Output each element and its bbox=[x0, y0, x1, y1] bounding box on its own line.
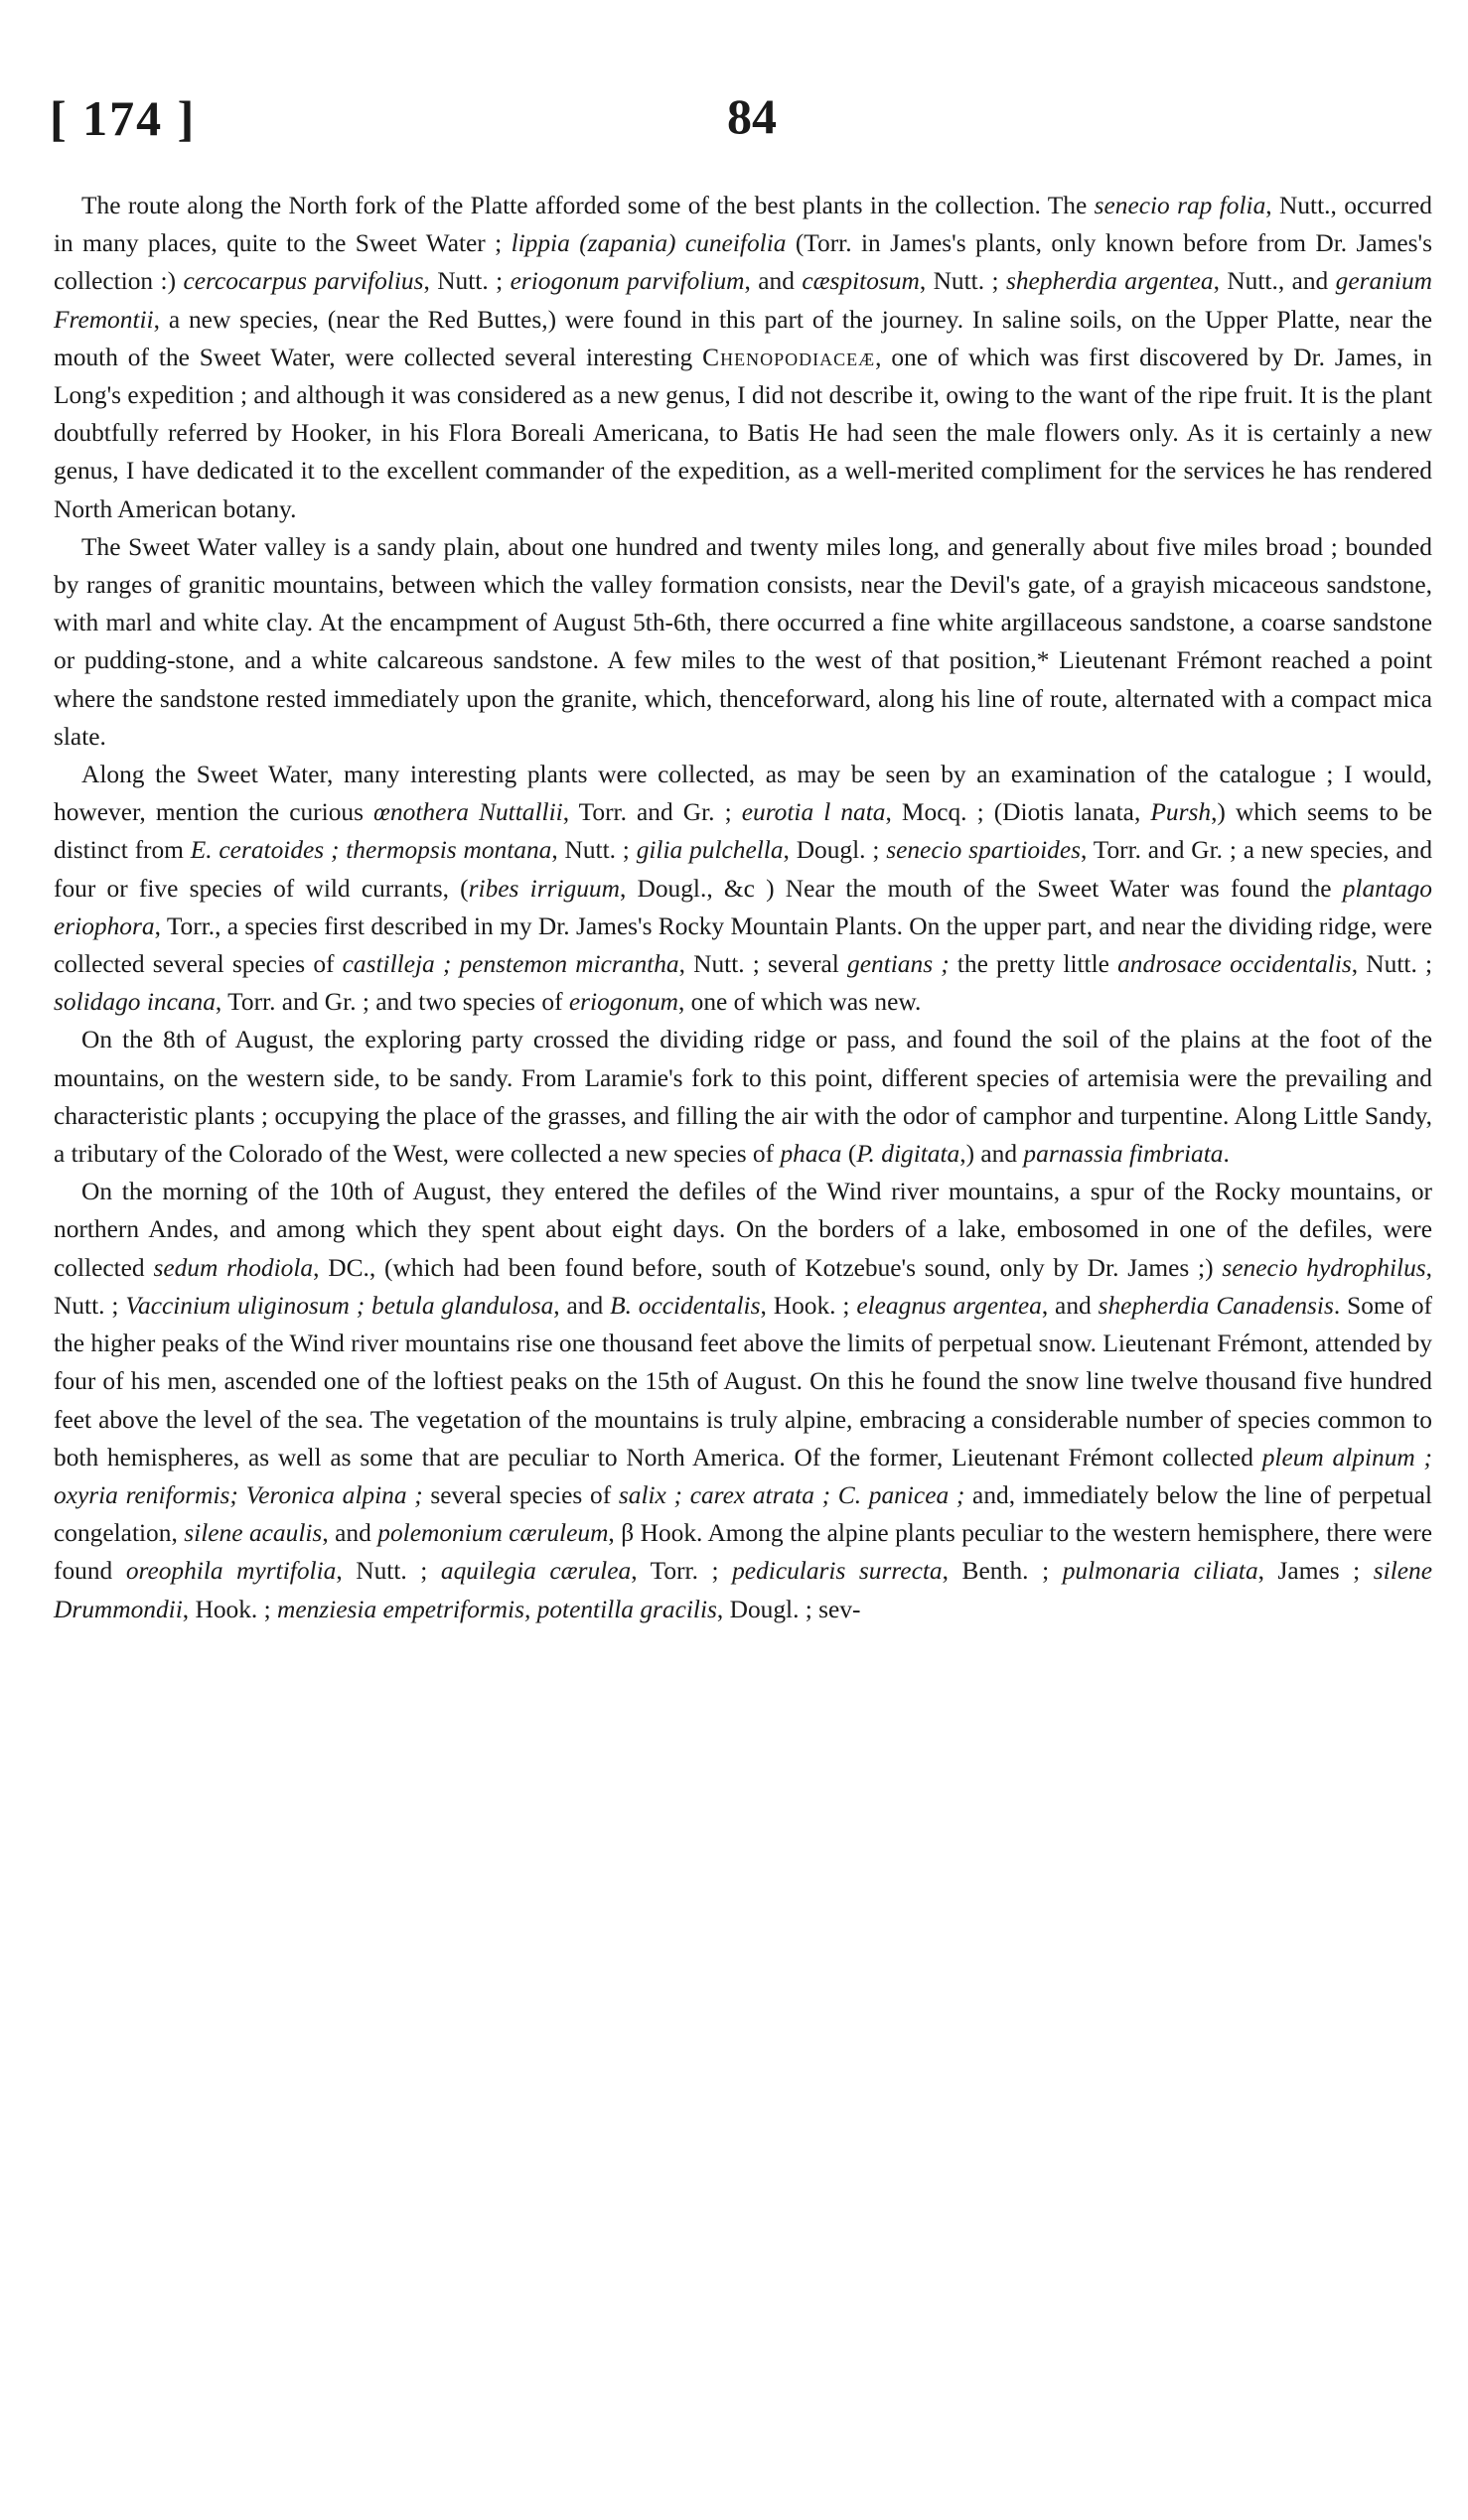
italic-text: silene acaulis bbox=[184, 1519, 323, 1548]
text-run: , Torr. and Gr. ; and two species of bbox=[215, 988, 569, 1017]
text-run: and, immediately below the line of perpetual congelation, bbox=[54, 1480, 1432, 1548]
text-run: , DC., (which had been found before, south of Kotzebue's sound, only by Dr. James ;) bbox=[313, 1253, 1223, 1282]
italic-text: geranium Fremontii bbox=[54, 267, 1432, 334]
text-run: several species of bbox=[422, 1480, 619, 1509]
italic-text: Pursh bbox=[1150, 798, 1212, 827]
italic-text: androsace occidentalis bbox=[1117, 950, 1352, 979]
italic-text: phaca bbox=[780, 1140, 842, 1169]
text-run: . Some of the higher peaks of the Wind river mountains rise one thousand feet above the limits of perpetual snow. Lieutenant Frémont, attended by four of his men, ascended one of the loftiest peaks on the 15th of August. On this he found the snow line twelve thousand five hundred feet above the level of the sea. The vegetation of the mountains is truly alpine, embracing a considerable number of species common to both hemispheres, as well as some that are peculiar to North America. Of the former, Lieutenant Frémont collected bbox=[54, 1291, 1432, 1471]
italic-text: B. occidentalis bbox=[610, 1291, 761, 1320]
italic-text: P. digitata bbox=[856, 1140, 960, 1169]
italic-text: sedum rhodiola bbox=[153, 1253, 314, 1282]
text-run: On the 8th of August, the exploring party crossed the dividing ridge or pass, and found the soil of the plains at the foot of the mountains, on the western side, to be sandy. From Laramie's fork to this point, different species of artemisia were the prevailing and characteristic plants ; occupying the place of the grasses, and filling the air with the odor of camphor and turpentine. Along Little Sandy, a tributary of the Colorado of the West, were collected a new species of bbox=[54, 1026, 1432, 1169]
paragraph bbox=[54, 1173, 1432, 1627]
text-run: , Nutt., occurred in many places, quite to the Sweet Water ; bbox=[54, 192, 1432, 258]
italic-text: cæspitosum bbox=[802, 267, 920, 296]
text-run: , James ; bbox=[1257, 1557, 1374, 1586]
italic-text: eriogonum parvifolium bbox=[510, 267, 745, 296]
text-run: , Benth. ; bbox=[942, 1557, 1063, 1586]
italic-text: silene Drummondii bbox=[54, 1557, 1433, 1623]
text-run: The route along the North fork of the Platte afforded some of the best plants in the collection. The bbox=[81, 192, 1095, 219]
italic-text: castilleja ; penstemon micrantha bbox=[342, 950, 679, 979]
paragraph bbox=[54, 187, 1432, 528]
text-run: (Torr. in James's plants, only known before from Dr. James's collection :) bbox=[54, 229, 1432, 296]
italic-text: shepherdia argentea bbox=[1005, 267, 1214, 296]
text-run: , one of which was new. bbox=[677, 988, 922, 1017]
text-run: , Dougl. ; bbox=[783, 836, 887, 865]
text-run: , and bbox=[744, 267, 803, 296]
italic-text: lippia (zapania) cuneifolia bbox=[511, 229, 787, 258]
text-run: , Torr. and Gr. ; bbox=[562, 798, 742, 827]
page-number: 84 bbox=[727, 88, 777, 144]
italic-text: solidago incana bbox=[54, 988, 216, 1017]
paragraph bbox=[54, 528, 1432, 756]
text-run: , Dougl., &c ) Near the mouth of the Sweet Water was found the bbox=[619, 874, 1343, 903]
text-run: , Nutt. ; bbox=[1351, 950, 1432, 979]
italic-text: parnassia fimbriata bbox=[1023, 1140, 1224, 1169]
text-run: , Dougl. ; sev- bbox=[716, 1595, 861, 1623]
italic-text: eleagnus argentea bbox=[856, 1291, 1042, 1320]
italic-text: eriogonum bbox=[568, 988, 678, 1017]
italic-text: ribes irriguum bbox=[468, 874, 620, 903]
italic-text: senecio rap folia bbox=[1094, 192, 1266, 219]
italic-text: pleum alpinum ; oxyria reniformis; Veronica alpina ; bbox=[54, 1443, 1432, 1509]
italic-text: polemonium cæruleum bbox=[377, 1519, 609, 1548]
italic-text: pulmonaria ciliata bbox=[1062, 1557, 1258, 1586]
italic-text: gentians ; bbox=[847, 950, 950, 979]
italic-text: senecio hydrophilus bbox=[1222, 1253, 1426, 1282]
text-run: , and bbox=[553, 1291, 611, 1320]
text-run: Along the Sweet Water, many interesting plants were collected, as may be seen by an examination of the catalogue ; I would, however, mention the curious bbox=[54, 761, 1432, 827]
text-run: , Mocq. ; (Diotis lanata, bbox=[885, 798, 1151, 827]
text-run: , Hook. ; bbox=[182, 1595, 277, 1623]
text-run: , Torr., a species first described in my Dr. James's Rocky Mountain Plants. On the upper part, and near the dividing ridge, were collected several species of bbox=[54, 911, 1432, 979]
text-run: , Nutt., and bbox=[1213, 267, 1336, 296]
text-run: ,) which seems to be distinct from bbox=[54, 798, 1433, 865]
text-run: The Sweet Water valley is a sandy plain, about one hundred and twenty miles long, and generally about five miles broad ; bounded by ranges of granitic mountains, between which the valley formation consists, near the Devil's gate, of a grayish micaceous sandstone, with marl and white clay. At the encampment of August 5th-6th, there occurred a fine white argillaceous sandstone, a coarse sandstone or pudding-stone, and a white calcareous sandstone. A few miles to the west of that position,* Lieutenant Frémont reached a point where the sandstone rested immediately upon the granite, which, thenceforward, along his line of route, alternated with a compact mica slate. bbox=[54, 532, 1432, 751]
italic-text: senecio spartioides bbox=[886, 836, 1082, 865]
italic-text: shepherdia Canadensis bbox=[1098, 1291, 1334, 1320]
text-run: , Hook. ; bbox=[760, 1291, 857, 1320]
text-run: Chenopodiaceæ bbox=[702, 343, 876, 371]
text-run: , a new species, (near the Red Buttes,) were found in this part of the journey. In saline soils, on the Upper Platte, near the mouth of the Sweet Water, were collected several interesting bbox=[54, 305, 1432, 371]
text-run: the pretty little bbox=[949, 950, 1118, 979]
text-run: ,) and bbox=[959, 1140, 1024, 1169]
text-run: , β Hook. Among the alpine plants peculiar to the western hemisphere, there were found bbox=[54, 1519, 1432, 1586]
italic-text: Vaccinium uliginosum ; betula glandulosa bbox=[125, 1291, 554, 1320]
bracketed-page-number: [ 174 ] bbox=[50, 90, 197, 146]
text-run: ( bbox=[841, 1140, 857, 1169]
text-run: , Nutt. ; bbox=[423, 267, 511, 296]
text-run: , Nutt. ; bbox=[551, 836, 637, 865]
italic-text: eurotia l nata bbox=[741, 798, 886, 827]
text-run: On the morning of the 10th of August, they entered the defiles of the Wind river mountains, a spur of the Rocky mountains, or northern Andes, and among which they spent about eight days. On the borders of a lake, embosomed in one of the defiles, were collected bbox=[54, 1178, 1432, 1282]
italic-text: aquilegia cærulea bbox=[440, 1557, 632, 1586]
body-text bbox=[54, 187, 1432, 1628]
text-run: , Nutt. ; bbox=[54, 1253, 1433, 1320]
text-run: , and bbox=[322, 1519, 378, 1548]
italic-text: oreophila myrtifolia bbox=[125, 1557, 337, 1586]
italic-text: cercocarpus parvifolius bbox=[183, 267, 424, 296]
italic-text: salix ; carex atrata ; C. panicea ; bbox=[618, 1480, 965, 1509]
italic-text: menziesia empetriformis, potentilla gracilis bbox=[277, 1595, 717, 1623]
text-run: , Torr. and Gr. ; a new species, and four or five species of wild currants, ( bbox=[54, 836, 1433, 903]
text-run: , Nutt. ; several bbox=[678, 950, 848, 979]
text-run: , Torr. ; bbox=[631, 1557, 733, 1586]
paragraph bbox=[54, 1021, 1432, 1173]
italic-text: plantago eriophora bbox=[54, 874, 1432, 940]
italic-text: gilia pulchella bbox=[636, 836, 784, 865]
page-header bbox=[42, 40, 1434, 159]
text-run: . bbox=[1223, 1140, 1230, 1169]
document-page bbox=[42, 40, 1434, 2502]
text-run: , Nutt. ; bbox=[336, 1557, 441, 1586]
text-run: , and bbox=[1041, 1291, 1099, 1320]
paragraph bbox=[54, 756, 1432, 1021]
text-run: , Nutt. ; bbox=[919, 267, 1006, 296]
text-run: , one of which was first discovered by Dr. James, in Long's expedition ; and although it was considered as a new genus, I did not describe it, owing to the want of the ripe fruit. It is the plant doubtfully referred by Hooker, in his Flora Boreali Americana, to Batis He had seen the male flowers only. As it is certainly a new genus, I have dedicated it to the excellent commander of the expedition, as a well-merited compliment for the services he has rendered North American botany. bbox=[54, 343, 1432, 523]
italic-text: E. ceratoides ; thermopsis montana bbox=[190, 836, 552, 865]
italic-text: pedicularis surrecta bbox=[732, 1557, 943, 1586]
italic-text: œnothera Nuttallii bbox=[373, 798, 563, 827]
